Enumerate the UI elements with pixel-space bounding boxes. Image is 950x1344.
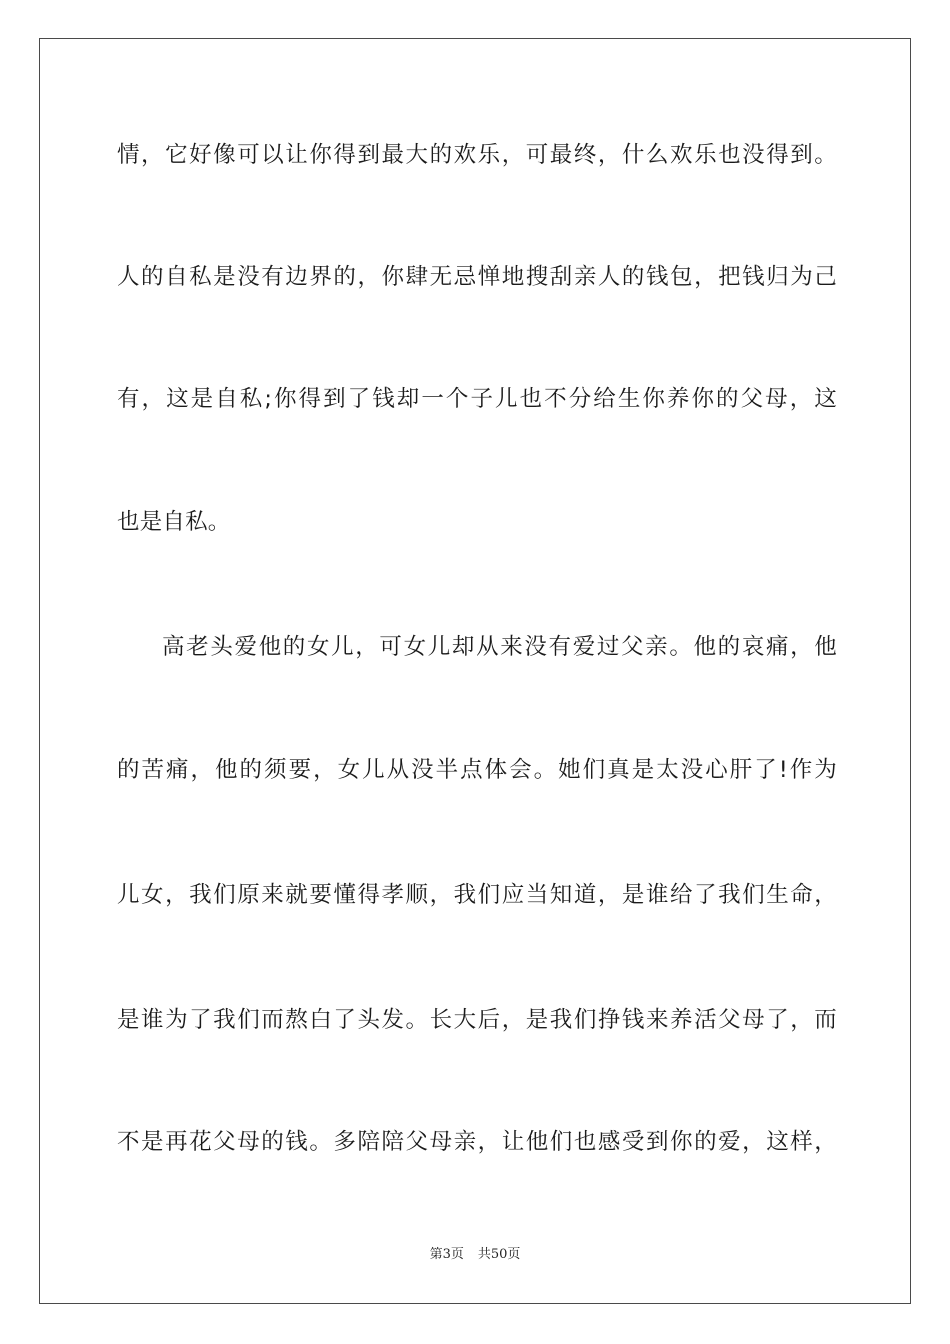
- paragraph-line: 有，这是自私;你得到了钱却一个子儿也不分给生你养你的父母，这: [117, 386, 837, 412]
- page-footer: [0, 1246, 950, 1264]
- paragraph-line: 的苦痛，他的须要，女儿从没半点体会。她们真是太没心肝了!作为: [117, 757, 837, 783]
- paragraph-line: 儿女，我们原来就要懂得孝顺，我们应当知道，是谁给了我们生命，: [117, 882, 837, 908]
- page-border: [39, 38, 911, 1304]
- paragraph-line: 情，它好像可以让你得到最大的欢乐，可最终，什么欢乐也没得到。: [117, 142, 837, 168]
- paragraph-line: 人的自私是没有边界的，你肆无忌惮地搜刮亲人的钱包，把钱归为己: [117, 264, 837, 290]
- paragraph-line: 是谁为了我们而熬白了头发。长大后，是我们挣钱来养活父母了，而: [117, 1007, 837, 1033]
- paragraph-line: 也是自私。: [117, 509, 231, 535]
- page-number: 第3页: [429, 1247, 464, 1262]
- paragraph-line: 不是再花父母的钱。多陪陪父母亲，让他们也感受到你的爱，这样，: [117, 1129, 837, 1155]
- page-total: 共50页: [477, 1247, 521, 1262]
- paragraph-line: 高老头爱他的女儿，可女儿却从来没有爱过父亲。他的哀痛，他: [162, 634, 837, 660]
